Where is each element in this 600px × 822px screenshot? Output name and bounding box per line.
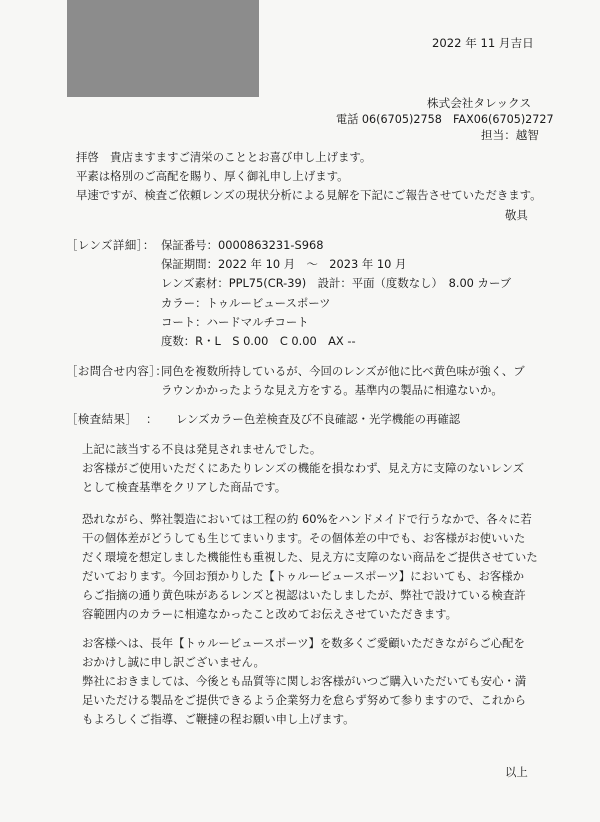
result-colon: ： [146,412,158,426]
warranty-period: 保証期間：2022 年 10 月 ～ 2023 年 10 月 [161,257,407,271]
letter-date: 2022 年 11 月吉日 [432,36,534,50]
body-p3-line-3: 弊社におきましては、今後とも品質等に関しお客様がいつご購入いただいても安心・満 [82,674,527,688]
result-text: レンズカラー色差検査及び不良確認・光学機能の再確認 [176,412,461,426]
result-label: ［検査結果］ [66,412,138,426]
greeting-line-1: 拝啓 貴店ますますご清栄のこととお喜び申し上げます。 [76,150,372,164]
company-phone-fax: 電話 06(6705)2758 FAX06(6705)2727 [336,113,554,126]
body-p3-line-1: お客様へは、長年【トゥルービュースポーツ】を数多くご愛顧いただきながらご心配を [82,636,525,650]
inquiry-line-2: ラウンかかったような見え方をする。基準内の製品に相違ないか。 [161,383,503,397]
body-p2-line-4: だいております。今回お預かりした【トゥルービュースポーツ】においても、お客様か [82,569,525,583]
greeting-line-2: 平素は格別のご高配を賜り、厚く御礼申し上げます。 [76,169,349,183]
body-p1-line-2: お客様がご使用いただくにあたりレンズの機能を損なわず、見え方に支障のないレンズ [82,461,525,475]
body-p2-line-3: だく環境を想定しました機能性も重視した、見え方に支障のない商品をご提供させていた [82,550,538,564]
inquiry-line-1: 同色を複数所持しているが、今回のレンズが他に比べ黄色味が強く、ブ [161,364,525,378]
body-p3-line-5: もよろしくご指導、ご鞭撻の程お願い申し上げます。 [82,712,355,726]
lens-power: 度数：R・L S 0.00 C 0.00 AX -- [161,334,356,348]
greeting-line-3: 早速ですが、検査ご依頼レンズの現状分析による見解を下記にご報告させていただきます。 [76,188,542,202]
lens-coat: コート：ハードマルチコート [161,315,309,329]
redacted-address-block [67,0,259,97]
lens-color: カラー：トゥルービュースポーツ [161,296,331,310]
body-p3-line-2: おかけし誠に申し訳ございません。 [82,655,265,669]
body-p1-line-1: 上記に該当する不良は発見されませんでした。 [82,442,322,456]
body-p2-line-6: 容範囲内のカラーに相違なかったこと改めてお伝えさせていただきます。 [82,607,457,621]
lens-material: レンズ素材：PPL75(CR-39) 設計：平面（度数なし） 8.00 カーブ [161,276,512,290]
contact-person: 担当：越智 [481,128,539,142]
body-p2-line-5: らご指摘の通り黄色味があるレンズと視認はいたしましたが、弊社で設けている検査許 [82,588,526,602]
body-p3-line-4: 足いただける製品をご提供できるよう企業努力を怠らず努めて参りますので、これから [82,693,527,707]
body-p1-line-3: として検査基準をクリアした商品です。 [82,480,287,494]
body-p2-line-1: 恐れながら、弊社製造においては工程の約 60%をハンドメイドで行うなかで、各々に若 [82,512,532,526]
body-p2-line-2: 干の個体差がどうしても生じてまいります。その個体差の中でも、お客様がお使いいた [82,531,526,545]
greeting-closing: 敬具 [505,208,528,222]
company-name: 株式会社タレックス [427,96,532,110]
letter-end-mark: 以上 [505,765,528,779]
lens-details-label: ［レンズ詳細］： [66,238,155,252]
warranty-number: 保証番号：0000863231-S968 [161,238,324,252]
inquiry-label: ［お問合せ内容］： [66,364,168,378]
